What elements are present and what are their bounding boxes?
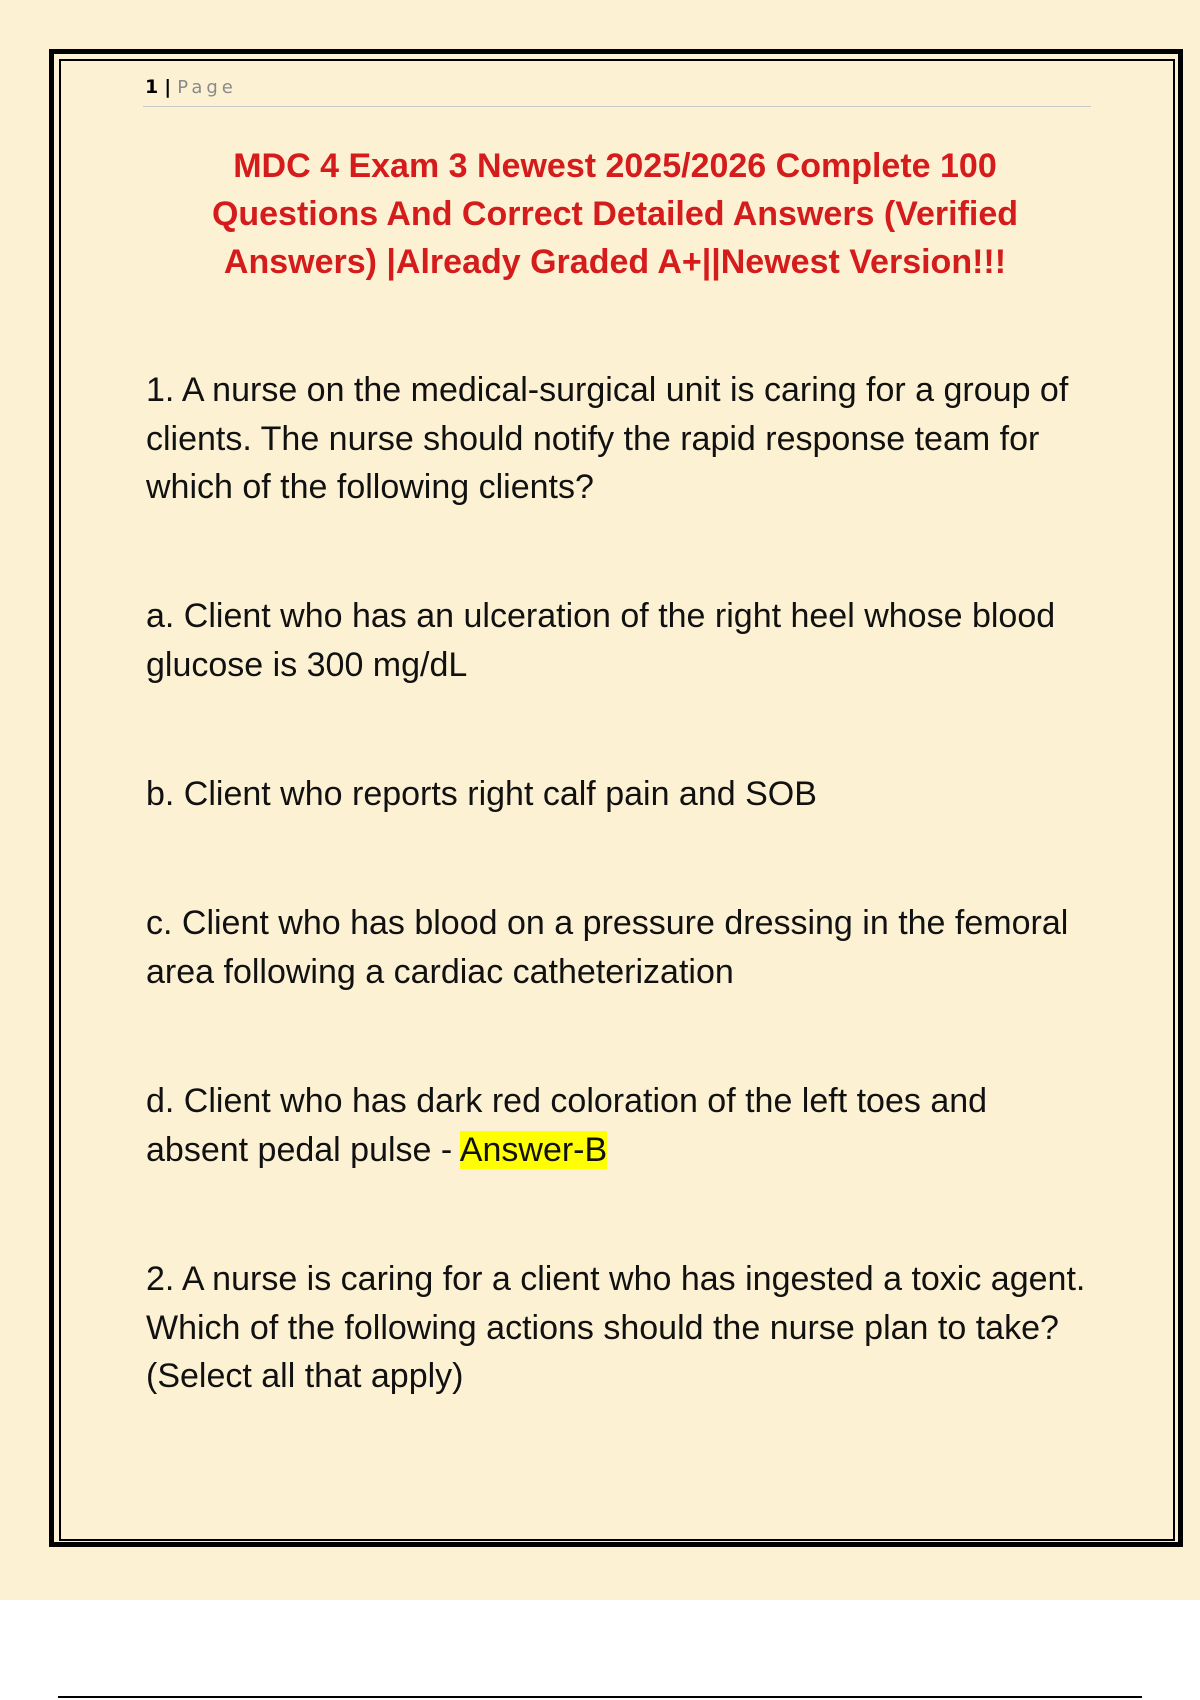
title-line-3: Answers) |Already Graded A+||Newest Version!!!	[223, 243, 1007, 281]
title-line-1: MDC 4 Exam 3 Newest 2025/2026 Complete 100	[233, 147, 997, 185]
page-separator: |	[164, 76, 172, 98]
question-1-option-a: a. Client who has an ulceration of the right heel whose blood glucose is 300 mg/dL	[146, 597, 1056, 684]
page-number-header	[145, 76, 237, 98]
question-1-text: 1. A nurse on the medical-surgical unit is caring for a group of clients. The nurse should notify the rapid response team for which of the following clients?	[146, 371, 1069, 506]
option-d-text: d. Client who has dark red coloration of the left toes and absent pedal pulse -	[146, 1082, 988, 1169]
question-1-option-d	[146, 1077, 1086, 1174]
page-number: 1	[145, 76, 159, 98]
question-2-text: 2. A nurse is caring for a client who has ingested a toxic agent. Which of the following actions should the nurse plan to take? (Select all that apply)	[146, 1260, 1086, 1395]
page-label: Page	[177, 77, 237, 98]
question-1-option-c: c. Client who has blood on a pressure dressing in the femoral area following a cardiac catheterization	[146, 904, 1069, 991]
question-1-option-b: b. Client who reports right calf pain and SOB	[146, 775, 817, 813]
document-title	[150, 142, 1080, 286]
question-1-answer: Answer-B	[459, 1130, 608, 1169]
footer-divider	[58, 1696, 1142, 1698]
title-line-2: Questions And Correct Detailed Answers (Verified	[211, 195, 1019, 233]
header-divider	[143, 106, 1091, 107]
